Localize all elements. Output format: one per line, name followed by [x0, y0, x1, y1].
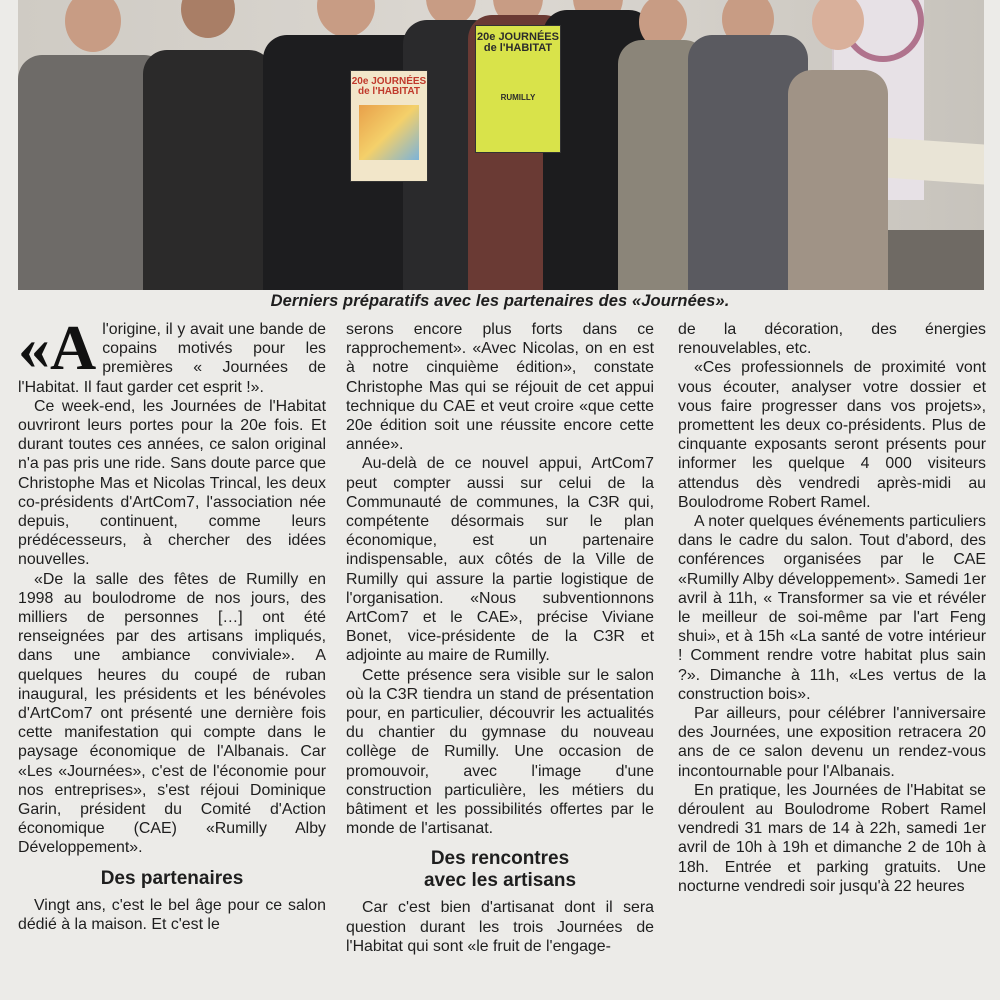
article-column-1	[18, 312, 326, 934]
poster-right-subtitle: de l'HABITAT	[483, 42, 553, 54]
section-heading: Des rencontres avec les artisans	[423, 848, 577, 892]
poster-right-town: RUMILLY	[500, 93, 536, 102]
poster-left-title: 20e JOURNÉES	[351, 76, 427, 87]
poster-right	[475, 25, 561, 153]
paragraph: Vingt ans, c'est le bel âge pour ce salon dédié à la maison. Et c'est le	[18, 896, 326, 933]
paragraph: Car c'est bien d'artisanat dont il sera question durant les trois Journées de l'Habitat qui sont «le fruit de l'engage-	[346, 899, 654, 955]
paragraph: Ce week-end, les Journées de l'Habitat ouvriront leurs portes pour la 20e fois. Et durant toutes ces années, ce salon original n'a pas pris une ride. Sans doute parce que Christophe Mas et Nicolas Trincal, les deux co-présidents d'ArtCom7, l'association née depuis, continuent, comme leurs prédécesseurs, à chercher des idées nouvelles.	[18, 397, 326, 569]
poster-left-artwork	[359, 105, 419, 160]
article-column-3	[678, 320, 986, 896]
photo-person	[143, 0, 273, 290]
paragraph: «Ces professionnels de proximité vont vous écouter, analyser votre dossier et vous faire progresser dans vos projets», promettent les deux co-présidents. Plus de cinquante exposants seront présents pour informer les quelque 4 000 visiteurs attendus dès vendredi après-midi au Boulodrome Robert Ramel.	[678, 359, 986, 511]
article-photo	[18, 0, 984, 290]
section-heading: Des partenaires	[100, 867, 244, 889]
paragraph: «De la salle des fêtes de Rumilly en 1998 au boulodrome de nos jours, des milliers de personnes […] ont été renseignées par des artisans impliqués, dans une ambiance conviviale». A quelques heures du coupé de ruban inaugural, les présidents et les bénévoles d'ArtCom7 ont présenté une dernière fois cette manifestation qui compte dans le paysage économique de l'Albanais. Car «Les «Journées», c'est de l'économie pour nos entreprises», s'est réjoui Dominique Garin, président du Comité d'Action économique (CAE) «Rumilly Alby Développement».	[18, 570, 326, 857]
intro-paragraph: «A l'origine, il y avait une bande de copains motivés pour les premières « Journées de l'Habitat. Il faut garder cet esprit !».	[18, 312, 326, 396]
photo-caption: Derniers préparatifs avec les partenaires des «Journées».	[270, 292, 730, 310]
paragraph: serons encore plus forts dans ce rapprochement». «Avec Nicolas, on en est à notre cinquième édition», constate Christophe Mas qui se réjouit de cet appui technique du CAE et veut croire «que cette 20e édition soit une réussite encore cette année».	[346, 321, 654, 454]
paragraph: Au-delà de ce nouvel appui, ArtCom7 peut compter aussi sur celui de la Communauté de communes, la C3R qui, compétente désormais sur le plan économique, est un partenaire indispensable, aux côtés de la Ville de Rumilly qui assure la partie logistique de l'organisation. «Nous subventionnons ArtCom7 et le CAE», précise Viviane Bonet, vice-présidente de la C3R et adjointe au maire de Rumilly.	[346, 455, 654, 665]
poster-left	[350, 70, 428, 182]
drop-cap: «A	[18, 312, 97, 383]
paragraph: de la décoration, des énergies renouvelables, etc.	[678, 321, 986, 358]
paragraph: En pratique, les Journées de l'Habitat se déroulent au Boulodrome Robert Ramel vendredi 31 mars de 14 à 22h, samedi 1er avril de 10h à 19h et dimanche 2 de 10h à 18h. Entrée et parking gratuits. Une nocturne vendredi soir jusqu'à 22 heures	[678, 781, 986, 895]
paragraph: Cette présence sera visible sur le salon où la C3R tiendra un stand de présentation pour, en particulier, découvrir les actualités du chantier du gymnase du nouveau collège de Rumilly. Une occasion de promouvoir, avec l'image d'une construction particulière, les métiers du bâtiment et les possibilités offertes par le monde de l'artisanat.	[346, 666, 654, 838]
poster-right-title: 20e JOURNÉES	[477, 31, 559, 43]
photo-person	[788, 0, 888, 290]
paragraph: A noter quelques événements particuliers dans le cadre du salon. Tout d'abord, des conférences organisées par le CAE «Rumilly Alby développement». Samedi 1er avril à 11h, « Transformer sa vie et révéler le meilleur de soi-même par l'art Feng shui», et à 15h «La santé de votre intérieur ! Comment rendre votre habitat plus sain ?». Dimanche à 11h, «Les vertus de la construction bois».	[678, 513, 986, 703]
poster-left-subtitle: de l'HABITAT	[357, 86, 420, 97]
article-column-2	[346, 320, 654, 956]
paragraph: Par ailleurs, pour célébrer l'anniversaire des Journées, une exposition retracera 20 ans de ce salon devenu un rendez-vous incontournable pour l'Albanais.	[678, 705, 986, 780]
